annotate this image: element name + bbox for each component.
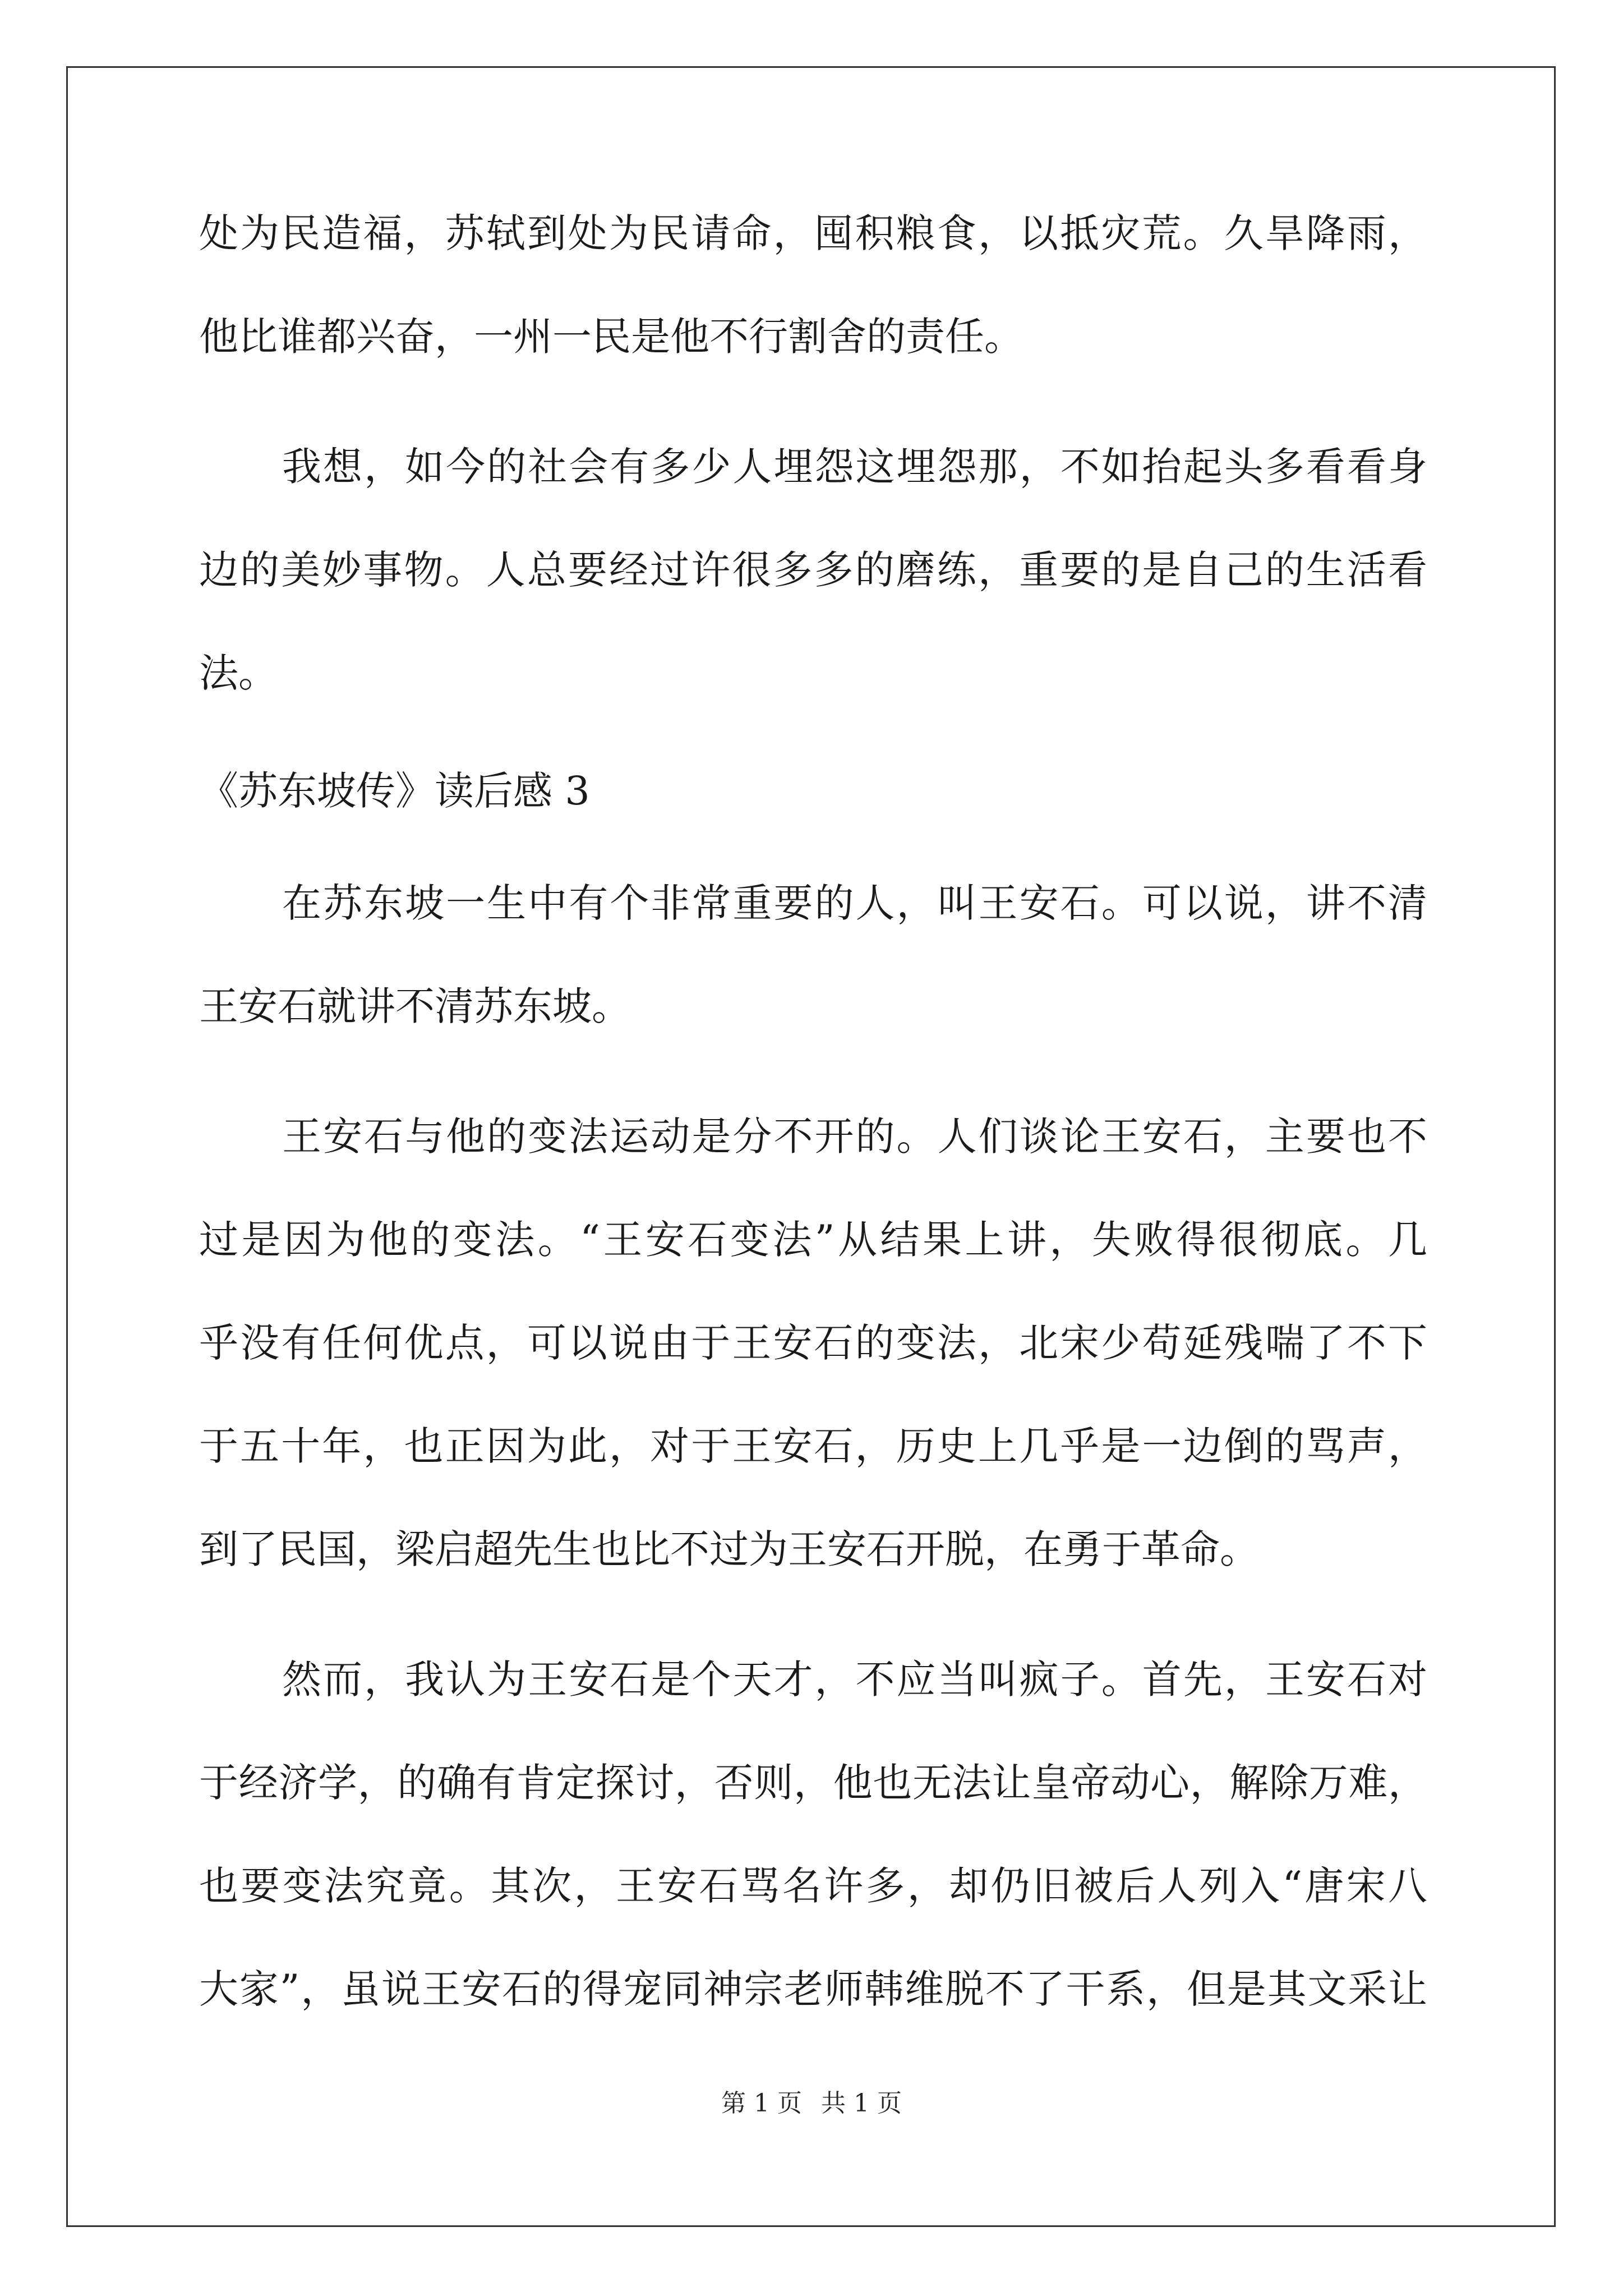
text-line-15: 于经济学，的确有肯定探讨，否则，他也无法让皇帝动心，解除万难， bbox=[199, 1760, 1427, 1806]
text-line-2: 他比谁都兴奋，一州一民是他不行割舍的责任。 bbox=[199, 314, 1023, 360]
page-number: 第 1 页 bbox=[721, 2089, 802, 2118]
text-line-8: 王安石就讲不清苏东坡。 bbox=[199, 983, 631, 1029]
text-line-1: 处为民造福，苏轼到处为民请命，囤积粮食，以抵灾荒。久旱降雨， bbox=[199, 210, 1427, 256]
text-line-14: 然而，我认为王安石是个天才，不应当叫疯子。首先，王安石对 bbox=[282, 1657, 1427, 1703]
page-footer bbox=[0, 2087, 1623, 2120]
text-line-4: 边的美妙事物。人总要经过许很多多的磨练，重要的是自己的生活看 bbox=[199, 547, 1427, 593]
text-line-9: 王安石与他的变法运动是分不开的。人们谈论王安石，主要也不 bbox=[282, 1114, 1427, 1159]
text-line-11: 乎没有任何优点，可以说由于王安石的变法，北宋少苟延残喘了不下 bbox=[199, 1320, 1427, 1366]
text-line-3: 我想，如今的社会有多少人埋怨这埋怨那，不如抬起头多看看身 bbox=[282, 444, 1427, 490]
section-heading: 《苏东坡传》读后感 3 bbox=[199, 768, 590, 814]
text-line-7: 在苏东坡一生中有个非常重要的人，叫王安石。可以说，讲不清 bbox=[282, 880, 1427, 926]
text-line-5: 法。 bbox=[199, 650, 278, 696]
text-line-12: 于五十年，也正因为此，对于王安石，历史上几乎是一边倒的骂声， bbox=[199, 1423, 1427, 1469]
text-line-16: 也要变法究竟。其次，王安石骂名许多，却仍旧被后人列入“唐宋八 bbox=[199, 1863, 1427, 1909]
page-total: 共 1 页 bbox=[821, 2089, 902, 2118]
text-line-13: 到了民国，梁启超先生也比不过为王安石开脱，在勇于革命。 bbox=[199, 1526, 1259, 1572]
text-line-17: 大家”，虽说王安石的得宠同神宗老师韩维脱不了干系，但是其文采让 bbox=[199, 1966, 1427, 2012]
text-line-10: 过是因为他的变法。“王安石变法”从结果上讲，失败得很彻底。几 bbox=[199, 1217, 1427, 1263]
